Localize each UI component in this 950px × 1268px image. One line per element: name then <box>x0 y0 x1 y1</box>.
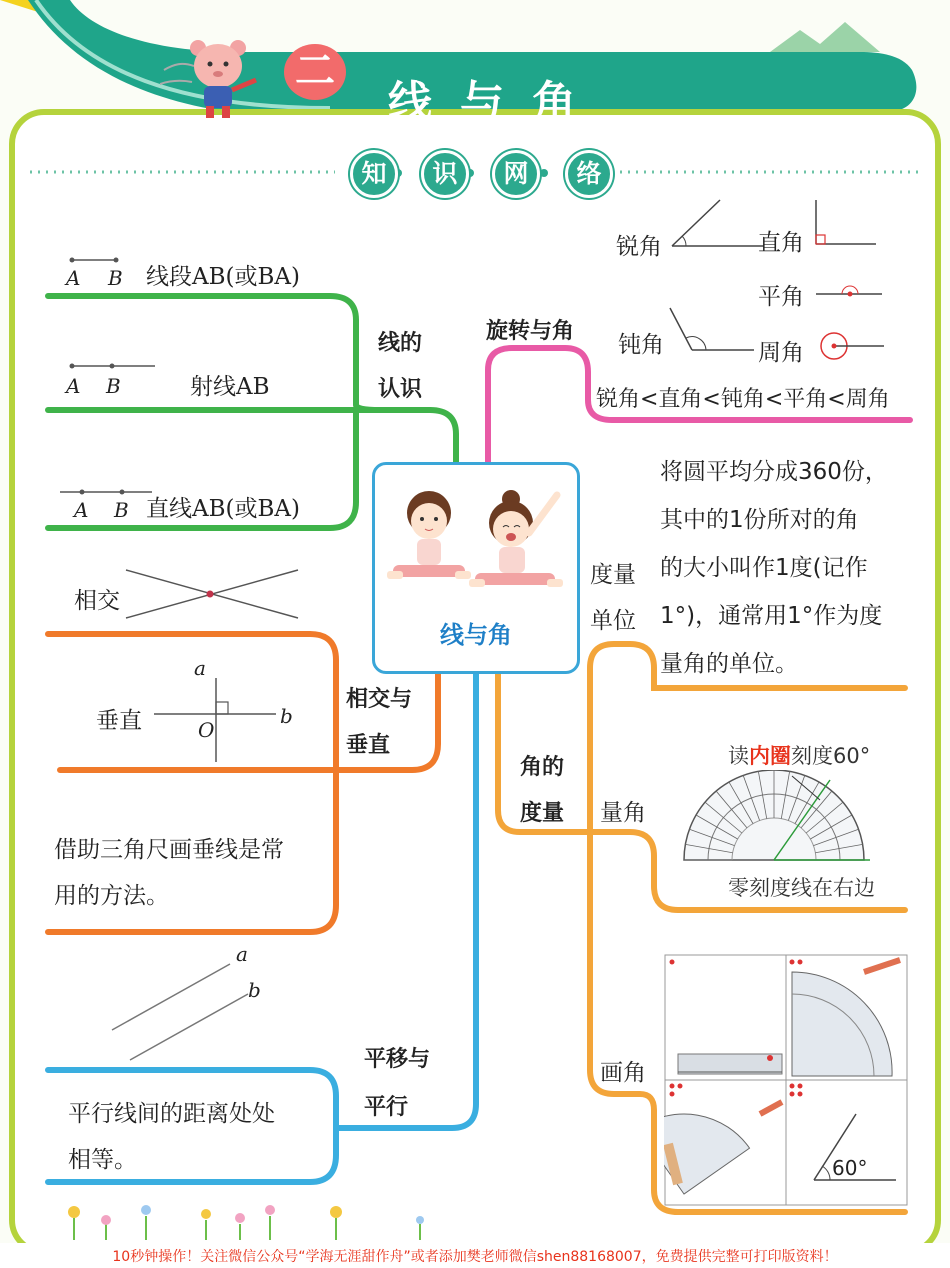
full-angle-icon <box>816 328 886 364</box>
point-label: B <box>114 498 129 522</box>
protractor-measure-diagram <box>680 770 870 866</box>
full-angle-label: 周角 <box>758 340 804 366</box>
branch-label-angle-measure: 角的 <box>520 755 565 780</box>
draw-angle-steps-diagram <box>664 954 908 1206</box>
drawn-angle-value: 60° <box>832 1156 868 1180</box>
perpendicular-tip: 用的方法。 <box>54 883 169 909</box>
intersect-label: 相交 <box>74 588 120 614</box>
flower-decoration <box>60 1196 440 1244</box>
perp-line-label-b: b <box>280 704 293 728</box>
parallel-lines-diagram <box>108 960 258 1064</box>
keyword-badge: 识 <box>421 150 469 198</box>
point-label: A <box>66 374 81 398</box>
degree-definition-line: 将圆平均分成360份， <box>660 459 888 485</box>
degree-definition-line: 的大小叫作1度(记作 <box>660 555 868 581</box>
branch-label-intersect: 垂直 <box>346 733 391 758</box>
right-angle-icon <box>810 196 880 250</box>
line-text: 直线AB(或BA) <box>146 496 300 522</box>
branch-label-rotation: 旋转与角 <box>486 319 575 344</box>
ray-text: 射线AB <box>190 374 270 400</box>
degree-definition-line: 其中的1份所对的角 <box>660 507 859 533</box>
perp-point-label-o: O <box>198 718 215 742</box>
angle-order-text: 锐角<直角<钝角<平角<周角 <box>596 387 890 412</box>
obtuse-angle-icon <box>666 304 756 356</box>
point-label: A <box>66 266 81 290</box>
perpendicular-diagram <box>150 676 280 766</box>
branch-label-parallel: 平移与 <box>364 1047 431 1072</box>
unit-label: 单位 <box>590 608 636 634</box>
keyword-badge: 络 <box>565 150 613 198</box>
parallel-line-label-b: b <box>248 978 261 1002</box>
perpendicular-label: 垂直 <box>96 708 142 734</box>
point-label: B <box>108 266 123 290</box>
point-label: B <box>106 374 121 398</box>
center-node <box>372 462 580 674</box>
perp-line-label-a: a <box>194 656 206 680</box>
straight-angle-label: 平角 <box>758 284 804 310</box>
children-stretching-illustration <box>387 485 567 605</box>
draw-angle-label: 画角 <box>600 1060 646 1086</box>
keyword-badge: 知 <box>350 150 398 198</box>
footer-notice: 10秒钟操作！关注微信公众号“学海无涯甜作舟”或者添加樊老师微信shen88168007，免费提供完整可打印版资料！ <box>112 1249 838 1265</box>
unit-number-badge: 二 <box>284 44 346 100</box>
page-title: 线与角 <box>388 77 604 128</box>
read-scale-note: 读内圈刻度60° <box>728 744 871 768</box>
measure-angle-label: 量角 <box>600 800 646 826</box>
keyword-badge: 网 <box>492 150 540 198</box>
degree-definition-line: 1°)，通常用1°作为度 <box>660 603 883 629</box>
intersect-diagram <box>122 566 302 622</box>
center-title: 线与角 <box>440 621 512 649</box>
parallel-line-label-a: a <box>236 942 248 966</box>
branch-label-angle-measure: 度量 <box>520 801 565 826</box>
right-angle-label: 直角 <box>758 230 804 256</box>
parallel-tip: 相等。 <box>68 1147 137 1173</box>
branch-label-line-recognition: 线的 <box>378 331 423 356</box>
point-label: A <box>74 498 89 522</box>
acute-angle-label: 锐角 <box>616 234 662 260</box>
branch-label-line-recognition: 认识 <box>378 377 423 402</box>
degree-definition-line: 量角的单位。 <box>660 651 798 677</box>
obtuse-angle-label: 钝角 <box>618 332 664 358</box>
branch-label-intersect: 相交与 <box>346 687 413 712</box>
zero-line-note: 零刻度线在右边 <box>728 876 875 900</box>
branch-label-parallel: 平行 <box>364 1095 409 1120</box>
acute-angle-icon <box>668 196 768 252</box>
unit-label: 度量 <box>590 562 636 588</box>
straight-angle-icon <box>814 280 884 304</box>
perpendicular-tip: 借助三角尺画垂线是常 <box>54 837 284 863</box>
segment-text: 线段AB(或BA) <box>146 264 300 290</box>
parallel-tip: 平行线间的距离处处 <box>68 1101 275 1127</box>
